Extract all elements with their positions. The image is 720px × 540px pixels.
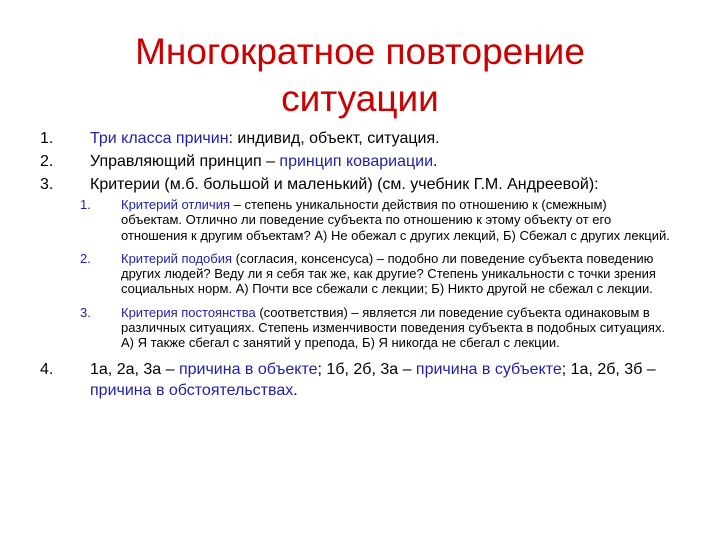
list-item-accent: причина в субъекте bbox=[415, 360, 562, 378]
list-item-text: . bbox=[293, 381, 298, 399]
list-item-text: Управляющий принцип – bbox=[90, 153, 280, 170]
sub-item-text: (соответствия) – является ли поведение субъекта одинаковым в различных ситуациях. Степень изменчивости поведения субъекта в подобных ситуациях. А) Я также сбегал с занятий у препода, Б) Я никогда не сбегал с лекции. bbox=[121, 304, 666, 351]
slide-title bbox=[60, 28, 660, 122]
content-list bbox=[40, 128, 670, 403]
sub-item-text: – степень уникальности действия по отношению к (смежным) объектам. Отлично ли поведение субъекта по отношению к этому объекту от его отношения к другим объектам? А) Не обежал с других лекций, Б) Сбежал с других лекций. bbox=[121, 197, 670, 243]
list-item-1 bbox=[40, 128, 670, 149]
list-item-accent: причина в обстоятельствах bbox=[90, 381, 294, 399]
sub-item-number: 3. bbox=[80, 304, 91, 320]
list-item-text: : индивид, объект, ситуация. bbox=[228, 130, 440, 147]
sub-item-accent: Критерия постоянства bbox=[121, 304, 256, 320]
sub-item-accent: Критерий подобия bbox=[121, 250, 233, 266]
slide-title-line-1: Многократное повторение bbox=[135, 31, 585, 72]
sub-item-text: (согласия, консенсуса) – подобно ли поведение субъекта поведению других людей? Веду ли я себя так же, как другие? Степень уникальности с точки зрения социальных норм. А) Почти все сбежали с лекции; Б) Никто другой не сбежал с лекции. bbox=[121, 250, 656, 297]
sub-item-number: 1. bbox=[80, 197, 91, 212]
sub-item-1 bbox=[40, 197, 670, 243]
list-item-number: 3. bbox=[40, 176, 54, 193]
sub-item-3 bbox=[40, 305, 670, 351]
list-item-text: ; 1б, 2б, 3а – bbox=[317, 360, 416, 378]
sub-item-accent: Критерий отличия bbox=[121, 197, 231, 212]
list-item-number: 1. bbox=[40, 130, 54, 147]
list-item-2 bbox=[40, 151, 670, 172]
list-item-accent: Три класса причин bbox=[90, 130, 229, 147]
list-item-number: 4. bbox=[40, 360, 54, 378]
list-item-accent: причина в объекте bbox=[178, 360, 318, 378]
list-item-text: 1а, 2а, 3а – bbox=[90, 360, 179, 378]
list-item-3 bbox=[40, 174, 670, 195]
list-item-accent: принцип ковариации bbox=[279, 153, 434, 170]
list-item-text: ; 1а, 2б, 3б – bbox=[561, 360, 656, 378]
list-item-text: Критерии (м.б. большой и маленький) (см. учебник Г.М. Андреевой): bbox=[90, 176, 599, 193]
list-item-4 bbox=[40, 359, 670, 401]
sub-list bbox=[40, 197, 670, 351]
slide-title-line-2: ситуации bbox=[281, 78, 439, 119]
sub-item-2 bbox=[40, 251, 670, 297]
sub-item-number: 2. bbox=[80, 250, 91, 266]
list-item-number: 2. bbox=[40, 153, 54, 170]
list-item-text: . bbox=[433, 153, 438, 170]
